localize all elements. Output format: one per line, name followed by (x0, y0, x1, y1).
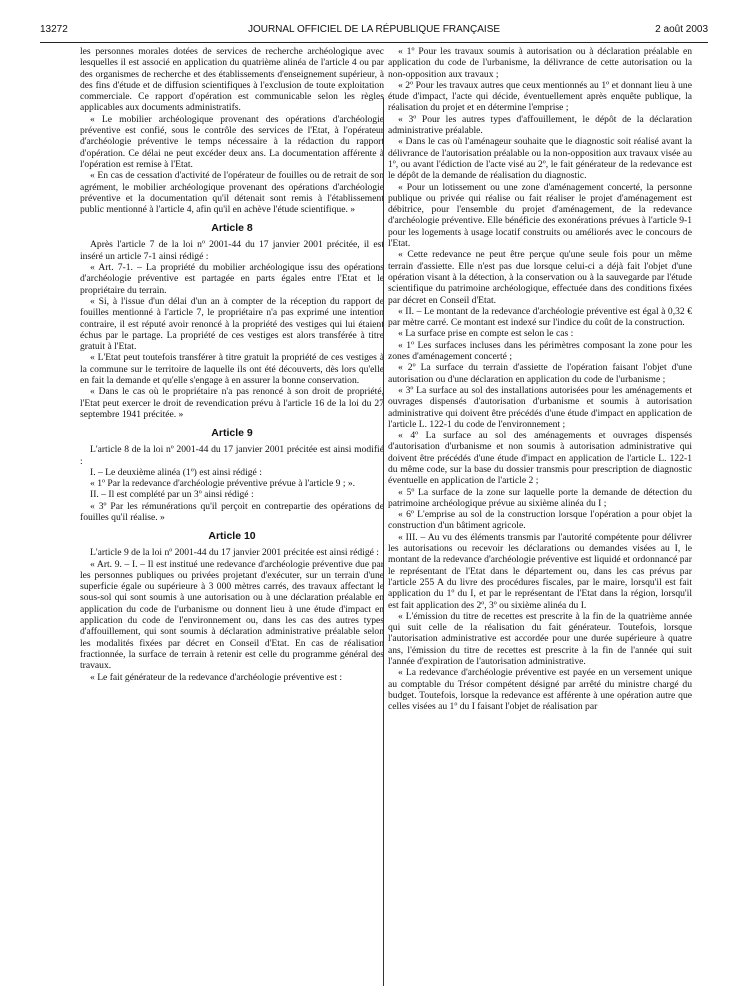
paragraph: « 3º La surface au sol des installations autorisées pour les aménagements et ouvrages dispensés d'autorisation d'urbanisme et soumis à autorisation administrative qui doivent être précédés d'une étude d'impact en application de l'article L. 122-1 du code de l'environnement ; (388, 384, 692, 430)
paragraph: « II. – Le montant de la redevance d'archéologie préventive est égal à 0,32 € par mètre carré. Ce montant est indexé sur l'indice du coût de la construction. (388, 305, 692, 329)
paragraph: « Si, à l'issue d'un délai d'un an à compter de la réception du rapport de fouilles mentionné à l'article 7, le propriétaire n'a pas exprimé une intention contraire, il est réputé avoir renoncé à la propriété des vestiges qui lui étaient échus par le partage. La propriété de ces vestiges est alors transférée à titre gratuit à l'Etat. (80, 295, 384, 353)
paragraph: « 4º La surface au sol des aménagements et ouvrages dispensés d'autorisation d'urbanisme et non soumis à autorisation administrative qui doivent être précédés d'une étude d'impact en application de l'article L. 122-1 du même code, sur la base du dossier transmis pour prescription de diagnostic éventuelle en application de l'article 2 ; (388, 430, 692, 487)
paragraph: « Dans le cas où le propriétaire n'a pas renoncé à son droit de propriété, l'Etat peut exercer le droit de revendication prévu à l'article 16 de la loi du 27 septembre 1941 précitée. » (80, 386, 384, 420)
page-number: 13272 (40, 24, 68, 35)
paragraph: II. – Il est complété par un 3º ainsi rédigé : (90, 489, 254, 501)
publication-date: 2 août 2003 (655, 24, 708, 35)
paragraph: « 5º La surface de la zone sur laquelle porte la demande de détection du patrimoine archéologique prévue au sixième alinéa du I ; (388, 486, 692, 509)
paragraph: « 1º Pour les travaux soumis à autorisation ou à déclaration préalable en application du code de l'urbanisme, la délivrance de cette autorisation ou la non-opposition aux travaux ; (388, 46, 692, 80)
column-separator (383, 98, 384, 986)
paragraph: Après l'article 7 de la loi nº 2001-44 du 17 janvier 2001 précitée, il est inséré un article 7-1 ainsi rédigé : (80, 239, 384, 262)
paragraph: « Cette redevance ne peut être perçue qu'une seule fois pour un même terrain d'assiette. Elle n'est pas due lorsque celui-ci a déjà fait l'objet d'une opération visant à la détection, à la conservation ou à la sauvegarde par l'étude scientifique du patrimoine archéologique, effectuée dans des conditions fixées par décret en Conseil d'Etat. (388, 249, 692, 306)
paragraph: L'article 9 de la loi nº 2001-44 du 17 janvier 2001 précitée est ainsi rédigé : (90, 547, 379, 559)
article-9-heading: Article 9 (211, 427, 253, 440)
paragraph: « 3º Par les rémunérations qu'il perçoit en contrepartie des opérations de fouilles qu'il réalise. » (80, 500, 384, 523)
header-rule (40, 42, 708, 43)
paragraph: « Le fait générateur de la redevance d'archéologie préventive est : (90, 671, 343, 683)
paragraph: I. – Le deuxième alinéa (1º) est ainsi rédigé : (90, 466, 262, 478)
page-header (40, 24, 708, 40)
paragraph: « Pour un lotissement ou une zone d'aménagement concerté, la personne publique ou privée qui réalise ou fait réaliser le projet d'aménagement est débitrice, pour l'ensemble du projet d'aménagement, de la redevance d'archéologie préventive. Elle bénéficie des exonérations prévues à l'article 9-1 pour les logements à usage locatif construits ou améliorés avec le concours de l'Etat. (388, 181, 692, 250)
journal-title: JOURNAL OFFICIEL DE LA RÉPUBLIQUE FRANÇAISE (247, 24, 501, 35)
paragraph: « 2º Pour les travaux autres que ceux mentionnés au 1º et donnant lieu à une étude d'impact, l'acte qui décide, éventuellement après enquête publique, la réalisation du projet et en détermine l'emprise ; (388, 79, 692, 114)
paragraph: « La redevance d'archéologie préventive est payée en un versement unique au comptable du Trésor compétent désigné par arrêté du ministre chargé du budget. Toutefois, lorsque la redevance est afférente à une opération autre que celles visées au 1º du I faisant l'objet de réalisation par (388, 667, 692, 713)
paragraph: L'article 8 de la loi nº 2001-44 du 17 janvier 2001 précitée est ainsi modifié : (80, 444, 384, 467)
paragraph: « La surface prise en compte est selon le cas : (398, 328, 574, 340)
paragraph: « Dans le cas où l'aménageur souhaite que le diagnostic soit réalisé avant la délivrance de l'autorisation préalable ou la non-opposition aux travaux visée au 1º, ou avant l'édiction de l'acte visé au 2º, le fait générateur de la redevance est le dépôt de la demande de réalisation du diagnostic. (388, 136, 692, 182)
paragraph: « L'Etat peut toutefois transférer à titre gratuit la propriété de ces vestiges à la commune sur le territoire de laquelle ils ont été découverts, dès lors qu'elle en fait la demande et qu'elle s'engage à en assurer la bonne conservation. (80, 352, 384, 387)
article-10-heading: Article 10 (208, 530, 256, 543)
paragraph: les personnes morales dotées de services de recherche archéologique avec lesquelles il est associé en application du quatrième alinéa de l'article 4 ou par des organismes de recherche et des établissements d'enseignement supérieur, à des fins d'étude et de diffusion scientifiques à l'exclusion de toute exploitation commerciale. Ce rapport d'opération est communicable selon les règles applicables aux documents administratifs. (80, 46, 384, 114)
paragraph: « 1º Les surfaces incluses dans les périmètres composant la zone pour les zones d'aménagement concerté ; (388, 339, 692, 363)
paragraph: « Art. 9. – I. – Il est institué une redevance d'archéologie préventive due par les personnes publiques ou privées projetant d'exécuter, sur un terrain d'une superficie égale ou supérieure à 3 000 mètres carrés, des travaux affectant le sous-sol qui sont soumis à une autorisation ou à une déclaration préalable en application du code de l'urbanisme ou donnent lieu à une étude d'impact en application du code de l'environnement ou, dans les cas des autres types d'affouillement, qui sont soumis à déclaration administrative préalable selon les modalités fixées par décret en Conseil d'Etat. En cas de réalisation fractionnée, la surface de terrain à retenir est celle du programme général des travaux. (80, 558, 384, 672)
paragraph: « Art. 7-1. – La propriété du mobilier archéologique issu des opérations d'archéologie préventive est partagée en parts égales entre l'Etat et le propriétaire du terrain. (80, 262, 384, 296)
paragraph: « L'émission du titre de recettes est prescrite à la fin de la quatrième année qui suit celle de la réalisation du fait générateur. Toutefois, lorsque l'autorisation administrative est accordée pour une durée supérieure à quatre ans, l'émission du titre de recettes est prescrite à la fin de l'année qui suit l'année d'expiration de l'autorisation administrative. (388, 610, 692, 668)
left-column (80, 46, 384, 683)
article-8-heading: Article 8 (211, 222, 253, 235)
paragraph: « 1º Par la redevance d'archéologie préventive prévue à l'article 9 ; ». (90, 478, 356, 490)
paragraph: « En cas de cessation d'activité de l'opérateur de fouilles ou de retrait de son agrément, le mobilier archéologique provenant des opérations d'archéologie préventive et la documentation qu'il détenait sont remis à l'établissement public mentionné à l'article 4, afin qu'il en achève l'étude scientifique. » (80, 170, 384, 216)
paragraph: « Le mobilier archéologique provenant des opérations d'archéologie préventive est confié, sous le contrôle des services de l'Etat, à l'opérateur d'archéologie préventive le temps nécessaire à la rédaction du rapport d'opération. Ce délai ne peut excéder deux ans. La documentation afférente à l'opération est remise à l'Etat. (80, 113, 384, 170)
paragraph: « 6º L'emprise au sol de la construction lorsque l'opération a pour objet la construction d'un bâtiment agricole. (388, 509, 692, 532)
paragraph: « III. – Au vu des éléments transmis par l'autorité compétente pour délivrer les autorisations ou recevoir les déclarations ou demandes visées au I, le montant de la redevance d'archéologie préventive est liquidé et ordonnancé par le représentant de l'Etat dans le département ou, dans les cas prévus par l'article 255 A du livre des procédures fiscales, par le maire, lorsqu'il est fait application du 1º du I, et par le représentant de l'Etat dans la région, lorsqu'il est fait application des 2º, 3º ou sixième alinéa du I. (388, 531, 692, 611)
paragraph: « 2º La surface du terrain d'assiette de l'opération faisant l'objet d'une autorisation ou d'une déclaration en application du code de l'urbanisme ; (388, 362, 692, 385)
right-column (388, 46, 692, 713)
paragraph: « 3º Pour les autres types d'affouillement, le dépôt de la déclaration administrative préalable. (388, 113, 692, 137)
